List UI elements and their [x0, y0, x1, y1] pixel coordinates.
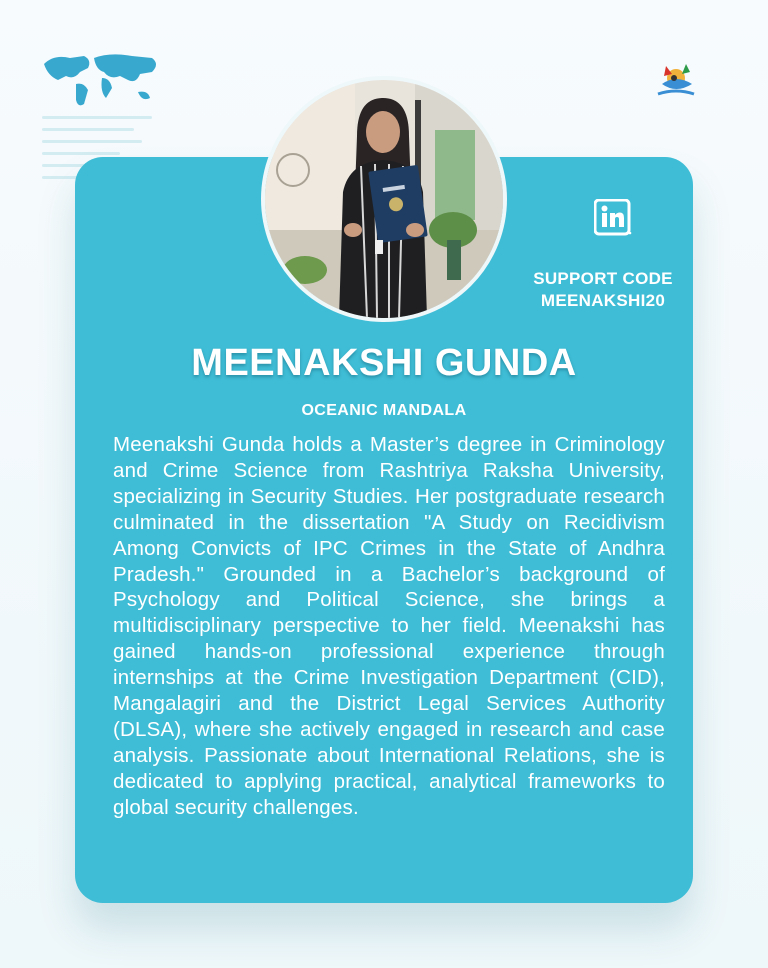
- profile-bio: Meenakshi Gunda holds a Master’s degree in Criminology and Crime Science from Rashtriya Raksha University, specializing in Security Studies. Her postgraduate research culminated in the dissertation "A Study on Recidivism Among Convicts of IPC Crimes in the State of Andhra Pradesh." Grounded in a Bachelor’s background of Psychology and Political Science, she brings a multidisciplinary perspective to her field. Meenakshi has gained hands-on professional experience through internships at the Crime Investigation Department (CID), Mangalagiri and the District Legal Services Authority (DLSA), where she actively engaged in research and case analysis. Passionate about International Relations, she is dedicated to applying practical, analytical frameworks to global security challenges.: [113, 433, 665, 819]
- world-map-icon: [40, 50, 162, 112]
- support-code-label: SUPPORT CODE: [533, 269, 673, 288]
- support-code: [520, 268, 686, 312]
- linkedin-icon[interactable]: [594, 199, 632, 237]
- organization-name: OCEANIC MANDALA: [301, 402, 467, 419]
- profile-photo: [261, 76, 507, 322]
- org-logo-icon: [652, 54, 700, 102]
- profile-name: MEENAKSHI GUNDA: [191, 342, 577, 384]
- support-code-value: MEENAKSHI20: [540, 291, 666, 310]
